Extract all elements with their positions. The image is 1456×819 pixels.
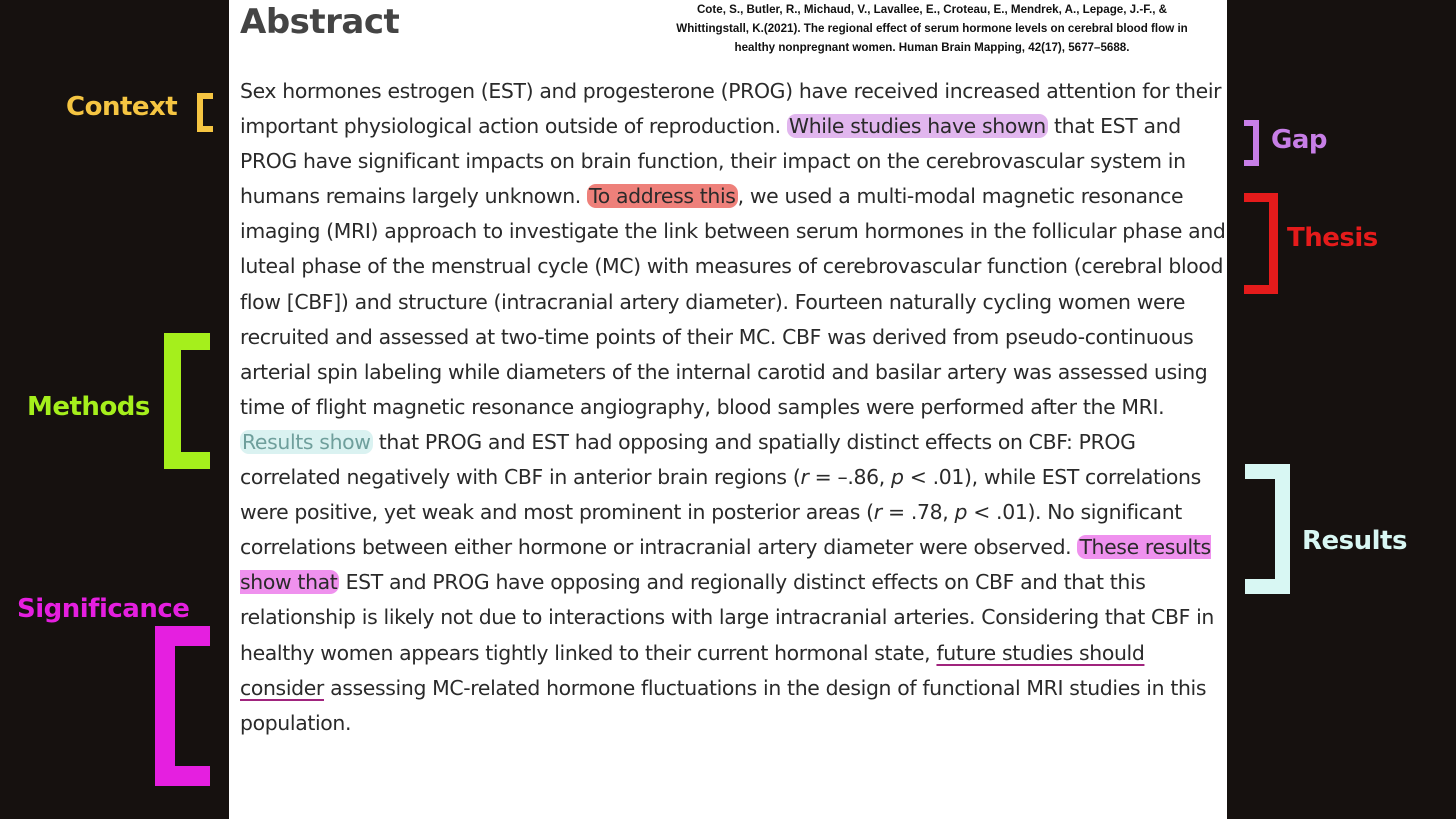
abstract-body — [240, 74, 1230, 741]
abstract-text: < .01), while EST correlations were positive, yet weak and most prominent in posterior areas ( — [240, 465, 1201, 525]
gap-bracket — [1244, 120, 1259, 166]
thesis-highlight: To address this — [589, 184, 736, 209]
citation-line-2: Whittingstall, K.(2021). The regional effect of serum hormone levels on cerebral blood flow in — [676, 22, 1188, 35]
significance-label: Significance — [17, 594, 190, 624]
abstract-context-text: Sex hormones estrogen (EST) and progesterone (PROG) have received increased attention for their important physiological action outside of reproduction. — [240, 79, 1222, 139]
abstract-heading: Abstract — [240, 2, 400, 42]
gap-label: Gap — [1271, 125, 1327, 155]
abstract-panel — [229, 0, 1227, 819]
gap-highlight: While studies have shown — [788, 114, 1046, 139]
stat-p: p — [891, 465, 904, 490]
future-studies-underline: future studies should consider — [240, 640, 1145, 700]
citation — [629, 0, 1235, 57]
results-label: Results — [1302, 526, 1407, 556]
thesis-bracket — [1244, 193, 1278, 294]
context-bracket — [197, 93, 213, 132]
citation-line-3: healthy nonpregnant women. Human Brain Mapping, 42(17), 5677–5688. — [734, 41, 1130, 54]
stat-r: r — [800, 465, 809, 490]
abstract-methods-text: , we used a multi-modal magnetic resonance imaging (MRI) approach to investigate the link between serum hormones in the follicular phase and luteal phase of the menstrual cycle (MC) with measures of cerebrovascular function (cerebral blood flow [CBF]) and structure (intracranial artery diameter). Fourteen naturally cycling women were recruited and assessed at two-time points of their MC. CBF was derived from pseudo-continuous arterial spin labeling while diameters of the internal carotid and basilar artery was assessed using time of flight magnetic resonance angiography, blood samples were performed after the MRI. — [240, 184, 1226, 419]
significance-bracket — [155, 626, 210, 786]
methods-bracket — [164, 333, 210, 469]
abstract-text: assessing MC-related hormone fluctuations in the design of functional MRI studies in this population. — [240, 675, 1207, 735]
methods-label: Methods — [27, 392, 150, 422]
abstract-text: = .78, — [881, 500, 955, 525]
abstract-text: < .01). No significant correlations between either hormone or intracranial artery diameter were observed. — [240, 500, 1182, 560]
stat-r: r — [873, 500, 882, 525]
abstract-text: that EST and PROG have significant impacts on brain function, their impact on the cerebrovascular system in humans remains largely unknown. — [240, 114, 1186, 209]
abstract-results-text: that PROG and EST had opposing and spatially distinct effects on CBF: PROG correlated negatively with CBF in anterior brain regions ( — [240, 429, 1136, 490]
thesis-label: Thesis — [1287, 223, 1378, 253]
context-label: Context — [66, 92, 178, 122]
stat-p: p — [954, 500, 968, 525]
abstract-significance-text: EST and PROG have opposing and regionally distinct effects on CBF and that this relationship is likely not due to interactions with large intracranial arteries. Considering that CBF in healthy women appears tightly linked to their current hormonal state, — [240, 570, 1214, 665]
significance-highlight: These results show that — [240, 535, 1211, 595]
citation-line-1: Cote, S., Butler, R., Michaud, V., Lavallee, E., Croteau, E., Mendrek, A., Lepage, J.-F., & — [696, 3, 1168, 16]
abstract-text: = –.86, — [808, 465, 891, 490]
results-highlight: Results show — [242, 429, 371, 454]
results-bracket — [1245, 464, 1290, 594]
